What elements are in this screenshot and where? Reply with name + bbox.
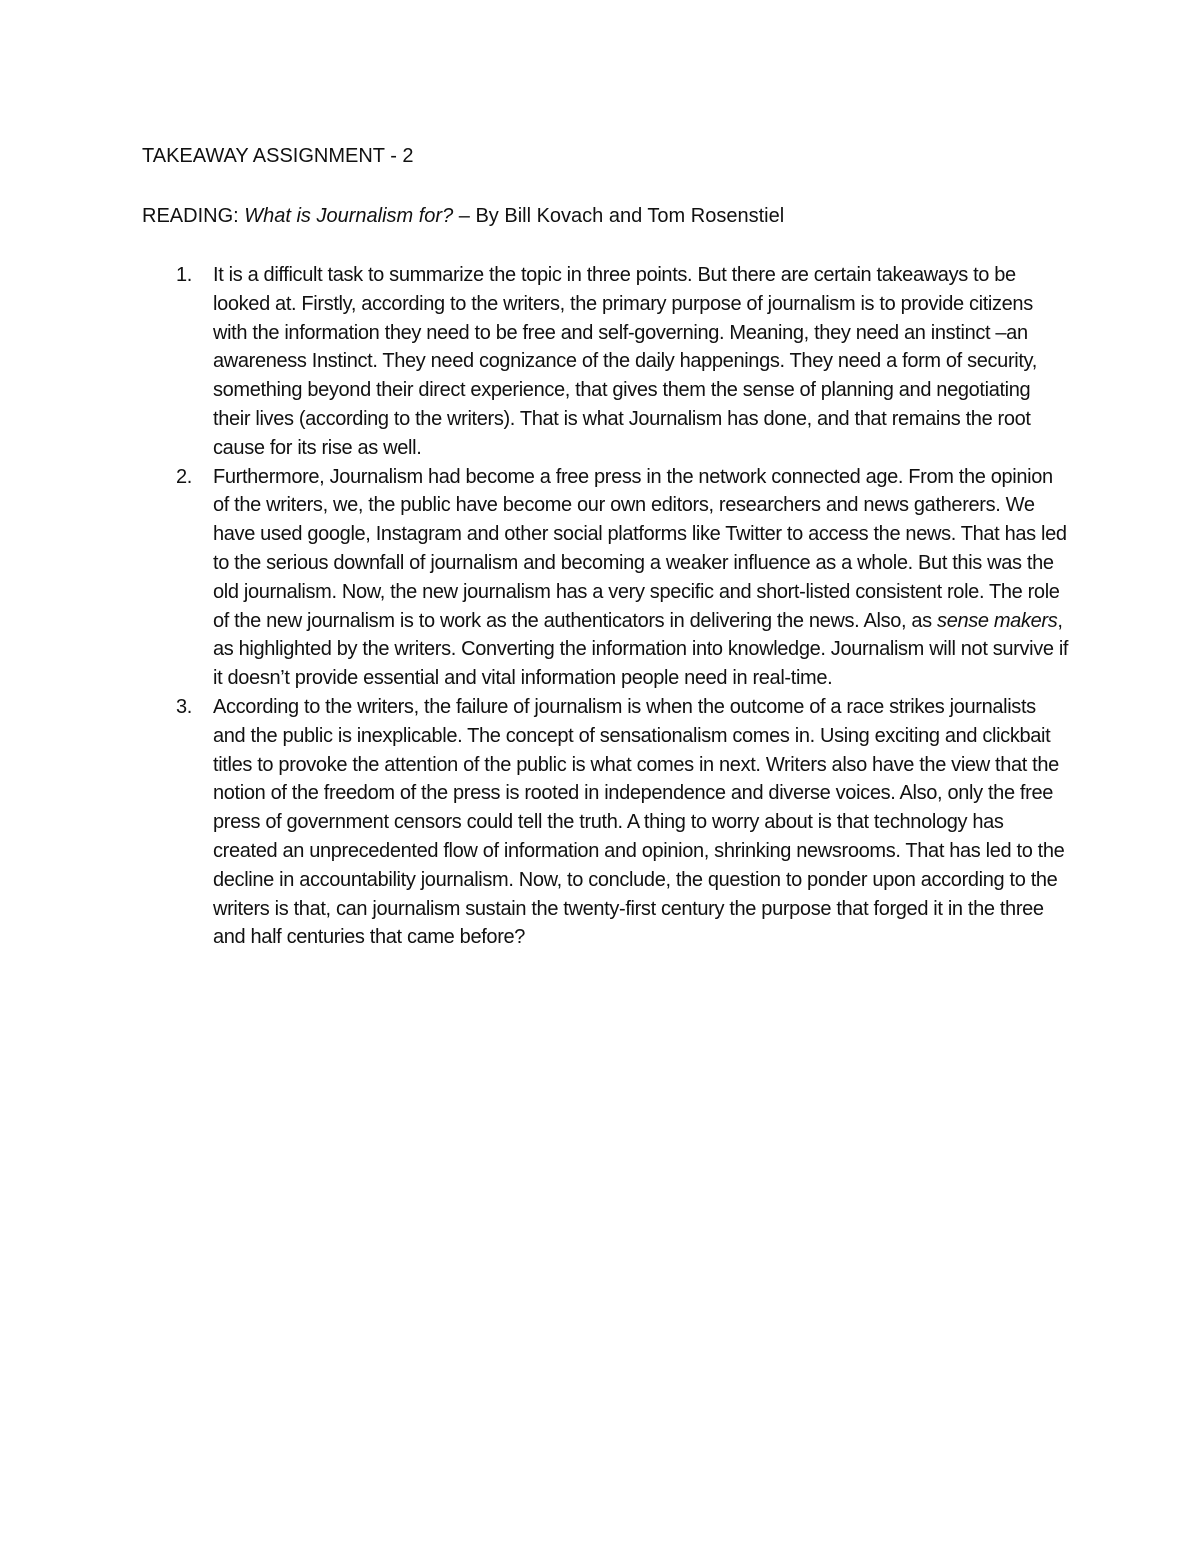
takeaway-text (213, 466, 1068, 690)
takeaway-point-3 (142, 693, 1072, 952)
takeaway-text-part: Furthermore, Journalism had become a free press in the network connected age. From the opinion of the writers, we, the public have become our own editors, researchers and news gatherers. We have used google, Instagram and other social platforms like Twitter to access the news. That has led to the serious downfall of journalism and becoming a weaker influence as a whole. But this was the old journalism. Now, the new journalism has a very specific and short-listed consistent role. The role of the new journalism is to work as the authenticators in delivering the news. Also, as (213, 465, 1067, 632)
list-number: 3. (176, 695, 192, 718)
reading-label: READING: (142, 205, 239, 227)
takeaway-text: According to the writers, the failure of journalism is when the outcome of a race strikes journalists and the public is inexplicable. The concept of sensationalism comes in. Using exciting and clickbait titles to provoke the attention of the public is what comes in next. Writers also have the view that the notion of the freedom of the press is rooted in independence and diverse voices. Also, only the free press of government censors could tell the truth. A thing to worry about is that technology has created an unprecedented flow of information and opinion, shrinking newsrooms. That has led to the decline in accountability journalism. Now, to conclude, the question to ponder upon according to the writers is that, can journalism sustain the twenty-first century the purpose that forged it in the three and half centuries that came before? (213, 695, 1065, 949)
document-title: TAKEAWAY ASSIGNMENT - 2 (142, 145, 414, 167)
takeaway-text-part: , as highlighted by the writers. Converting the information into knowledge. Journalism will not survive if it doesn’t provide essential and vital information people need in real-time. (213, 609, 1069, 690)
list-number: 2. (176, 465, 192, 488)
takeaway-list (142, 261, 1072, 952)
document-body (142, 142, 1072, 952)
takeaway-point-1 (142, 261, 1072, 463)
reading-work-title: What is Journalism for? (244, 205, 454, 227)
reading-byline: – By Bill Kovach and Tom Rosenstiel (458, 205, 785, 227)
takeaway-emphasis: sense makers (937, 609, 1058, 632)
list-number: 1. (176, 264, 192, 286)
takeaway-point-2 (142, 463, 1072, 693)
reading-citation (142, 202, 1072, 231)
takeaway-text: It is a difficult task to summarize the topic in three points. But there are certain takeaways to be looked at. Firstly, according to the writers, the primary purpose of journalism is to provide citizens with the information they need to be free and self-governing. Meaning, they need an instinct –an awareness Instinct. They need cognizance of the daily happenings. They need a form of security, something beyond their direct experience, that gives them the sense of planning and negotiating their lives (according to the writers). That is what Journalism has done, and that remains the root cause for its rise as well. (213, 264, 1037, 459)
